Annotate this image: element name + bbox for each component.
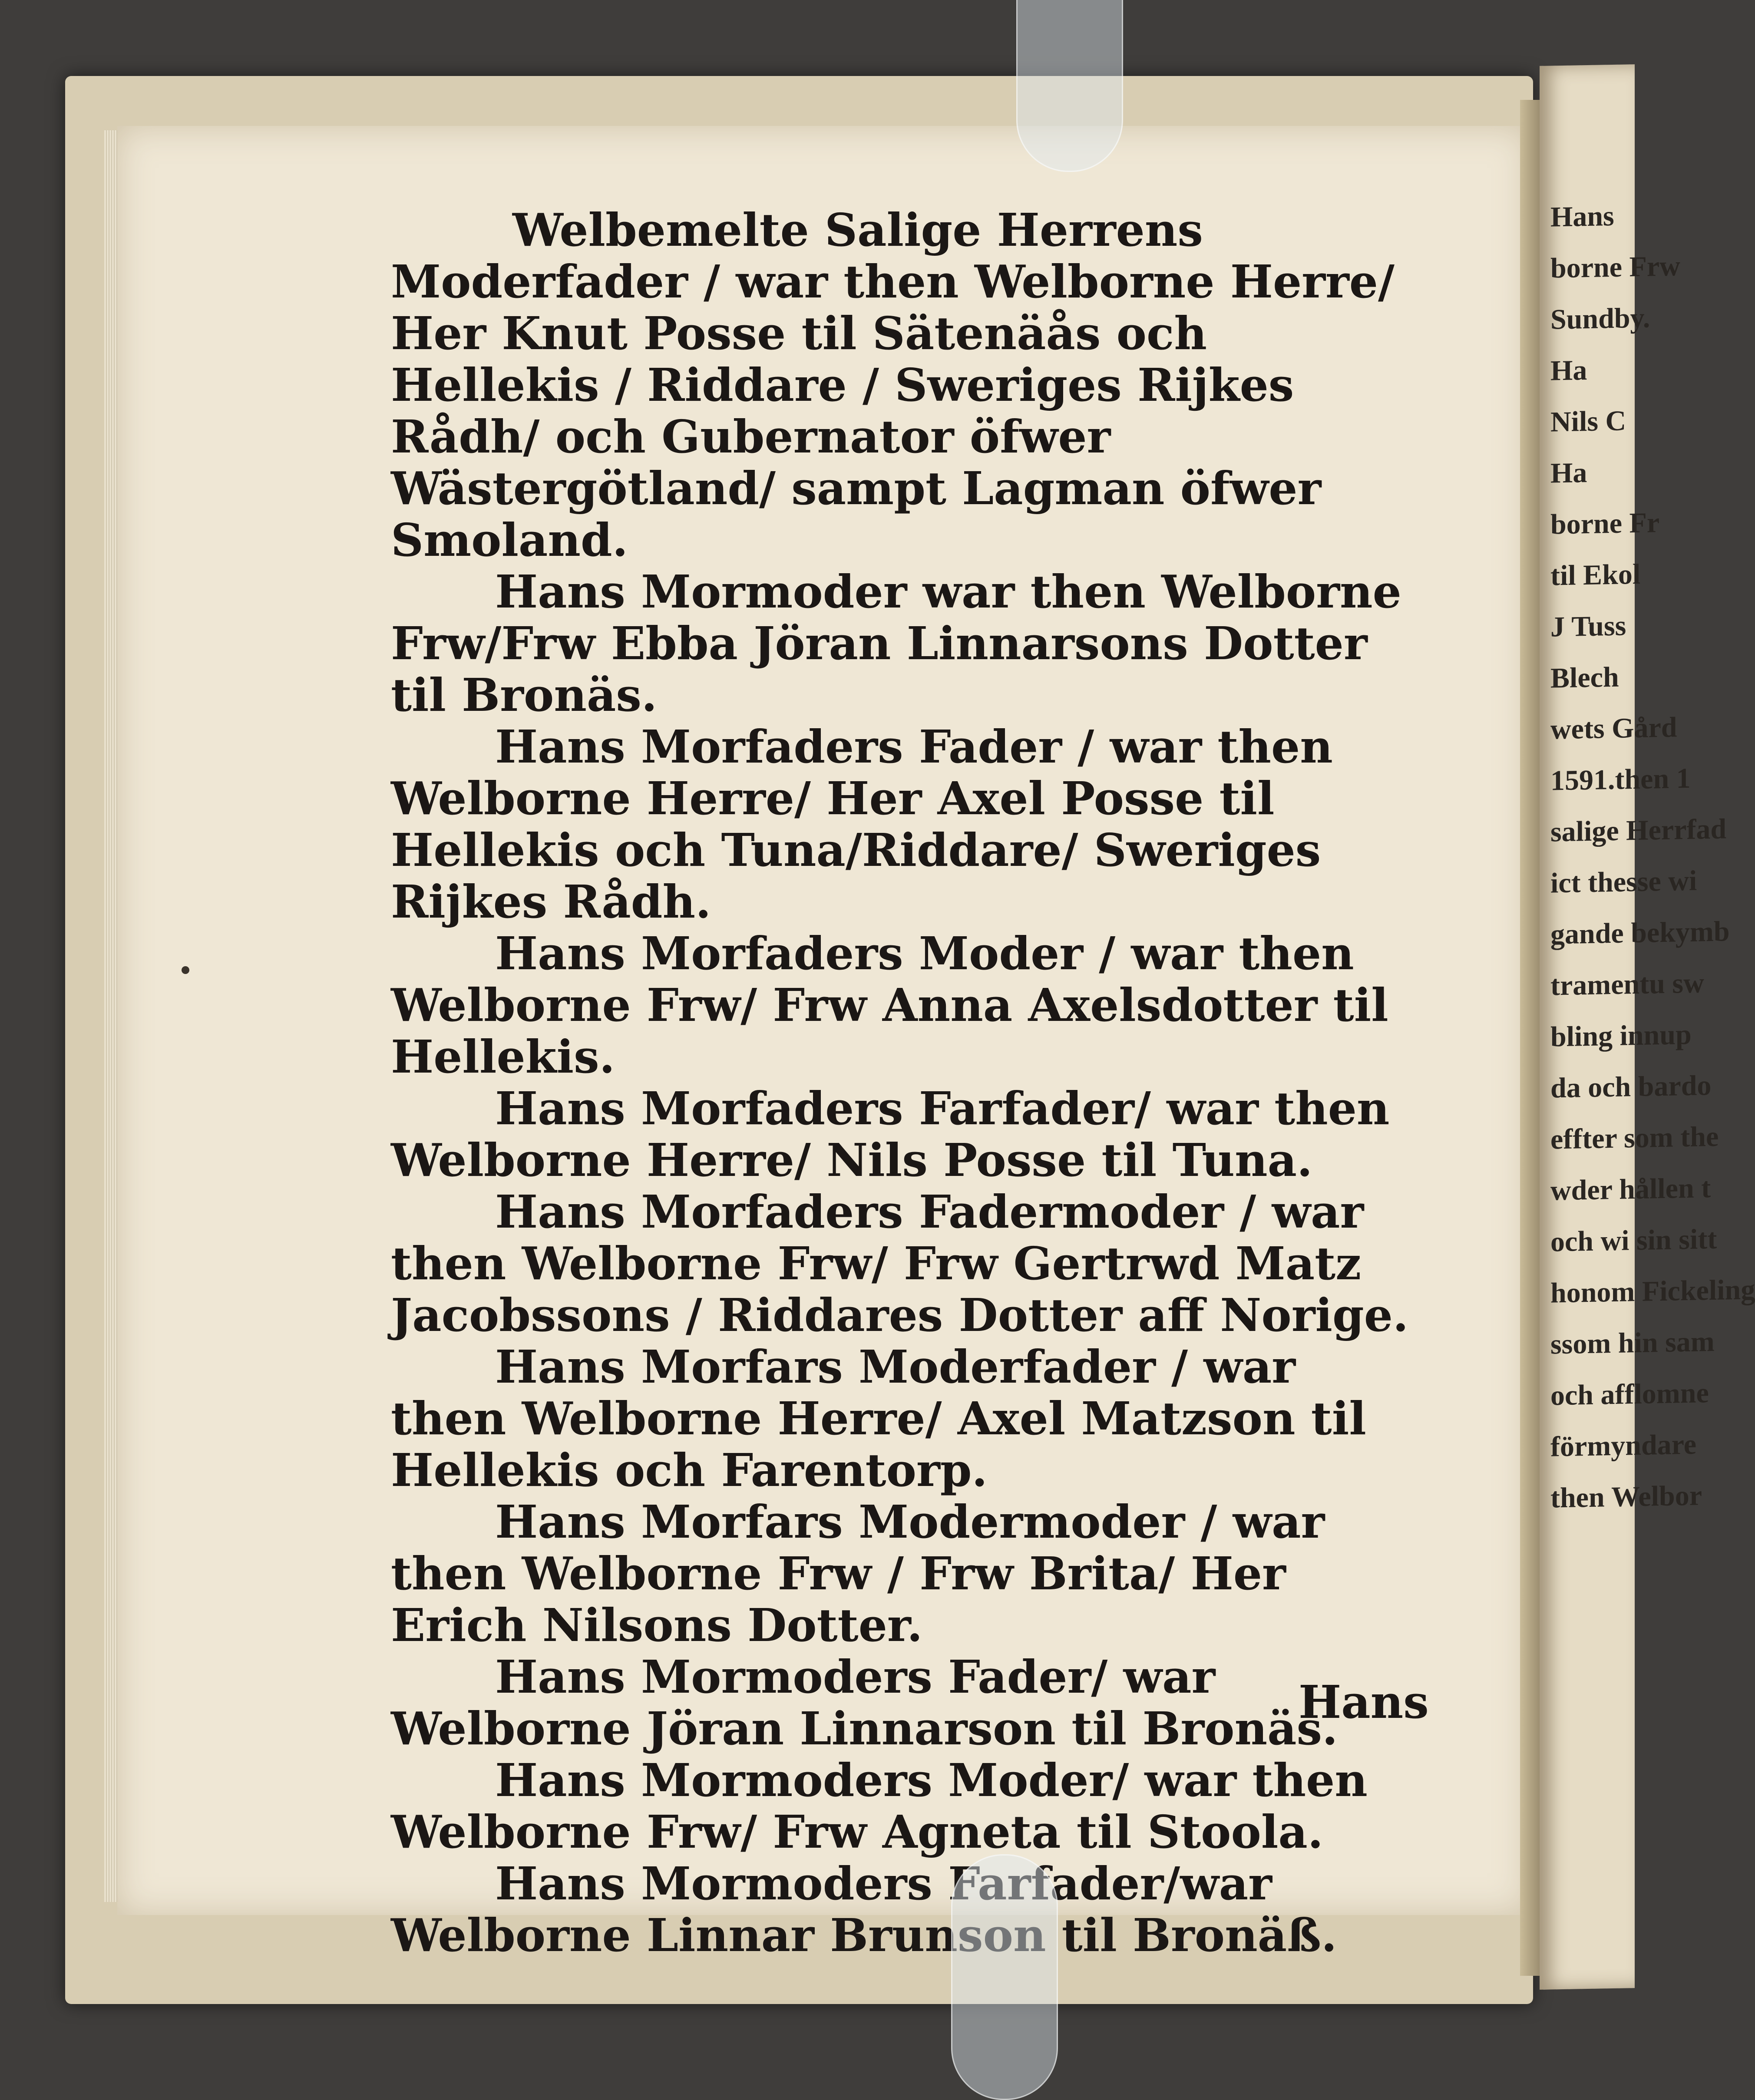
page-body-text: [391, 204, 1416, 1961]
next-page-line: da och bardo: [1550, 1070, 1712, 1104]
next-page-line: och wi sin sitt: [1550, 1223, 1717, 1258]
next-page-line: borne Fr: [1550, 507, 1660, 541]
next-page-line: Nils C: [1550, 405, 1626, 438]
paragraph: Hans Mormoders Fader/ war Welborne Jöran Linnarson til Bronäs.: [391, 1650, 1338, 1755]
paragraph: Hans Morfaders Fadermoder / war then Welborne Frw/ Frw Gertrwd Matz Jacobssons / Riddares Dotter aff Norige.: [391, 1185, 1409, 1342]
next-page-line: gande bekymb: [1550, 915, 1730, 951]
glass-clip-top: [1016, 0, 1123, 172]
paragraph: Hans Mormoders Moder/ war then Welborne Frw/ Frw Agneta til Stoola.: [391, 1753, 1368, 1859]
next-page-line: Hans: [1550, 200, 1614, 233]
next-page-line: til Ekol: [1550, 558, 1641, 592]
next-page-line: ssom hin sam: [1550, 1325, 1715, 1360]
paragraph: Hans Morfars Moderfader / war then Welborne Herre/ Axel Matzson til Hellekis och Farentorp.: [391, 1340, 1366, 1497]
next-page-line: och afflomne: [1550, 1377, 1709, 1412]
next-page-line: honom Fickeling: [1550, 1274, 1755, 1309]
next-page-fragment: [1540, 64, 1755, 1990]
next-page-line: wder hållen t: [1550, 1172, 1711, 1207]
paragraph: Hans Morfaders Farfader/ war then Welborne Herre/ Nils Posse til Tuna.: [391, 1082, 1390, 1187]
next-page-line: borne Frw: [1550, 250, 1680, 284]
next-page-line: 1591.then 1: [1550, 762, 1691, 797]
ink-spot: [182, 966, 189, 974]
next-page-line: förmyndare: [1550, 1428, 1697, 1463]
next-page-line: tramentu sw: [1550, 967, 1704, 1002]
next-page-line: Ha: [1550, 457, 1587, 489]
next-page-line: then Welbor: [1550, 1479, 1702, 1514]
next-page-line: bling innup: [1550, 1018, 1692, 1053]
paragraph: Hans Mormoder war then Welborne Frw/Frw Ebba Jöran Linnarsons Dotter til Bronäs.: [391, 565, 1401, 722]
next-page-line: effter som the: [1550, 1120, 1719, 1156]
paragraph: Hans Morfaders Moder / war then Welborne Frw/ Frw Anna Axelsdotter til Hellekis.: [391, 927, 1388, 1083]
paragraph: Hans Morfaders Fader / war then Welborne Herre/ Her Axel Posse til Hellekis och Tuna/Riddare/ Sweriges Rijkes Rådh.: [391, 720, 1333, 928]
next-page-line: Ha: [1550, 354, 1587, 387]
next-page-line: ict thesse wi: [1550, 865, 1697, 899]
next-page-line: salige Herrfad: [1550, 813, 1727, 848]
next-page-line: wets Gård: [1550, 711, 1677, 746]
paragraph: Hans Mormoders Farfader/war Welborne Linnar Brunson til Bronäß.: [391, 1857, 1337, 1962]
next-page-line: J Tuss: [1550, 610, 1626, 643]
next-page-line: Blech: [1550, 661, 1619, 694]
next-page-line: Sundby.: [1550, 302, 1650, 336]
glass-clip-bottom: [951, 1854, 1058, 2100]
paragraph: Hans Morfars Modermoder / war then Welborne Frw / Frw Brita/ Her Erich Nilsons Dotter.: [391, 1495, 1325, 1652]
paragraph: Welbemelte Salige Herrens Moderfader / war then Welborne Herre/ Her Knut Posse til Sätenäås och Hellekis / Riddare / Sweriges Rijkes Rådh/ och Gubernator öfwer Wästergötland/ sampt Lagman öfwer Smoland.: [391, 203, 1395, 567]
next-page-lines: [1550, 190, 1755, 1524]
catchword: Hans: [1299, 1675, 1429, 1729]
